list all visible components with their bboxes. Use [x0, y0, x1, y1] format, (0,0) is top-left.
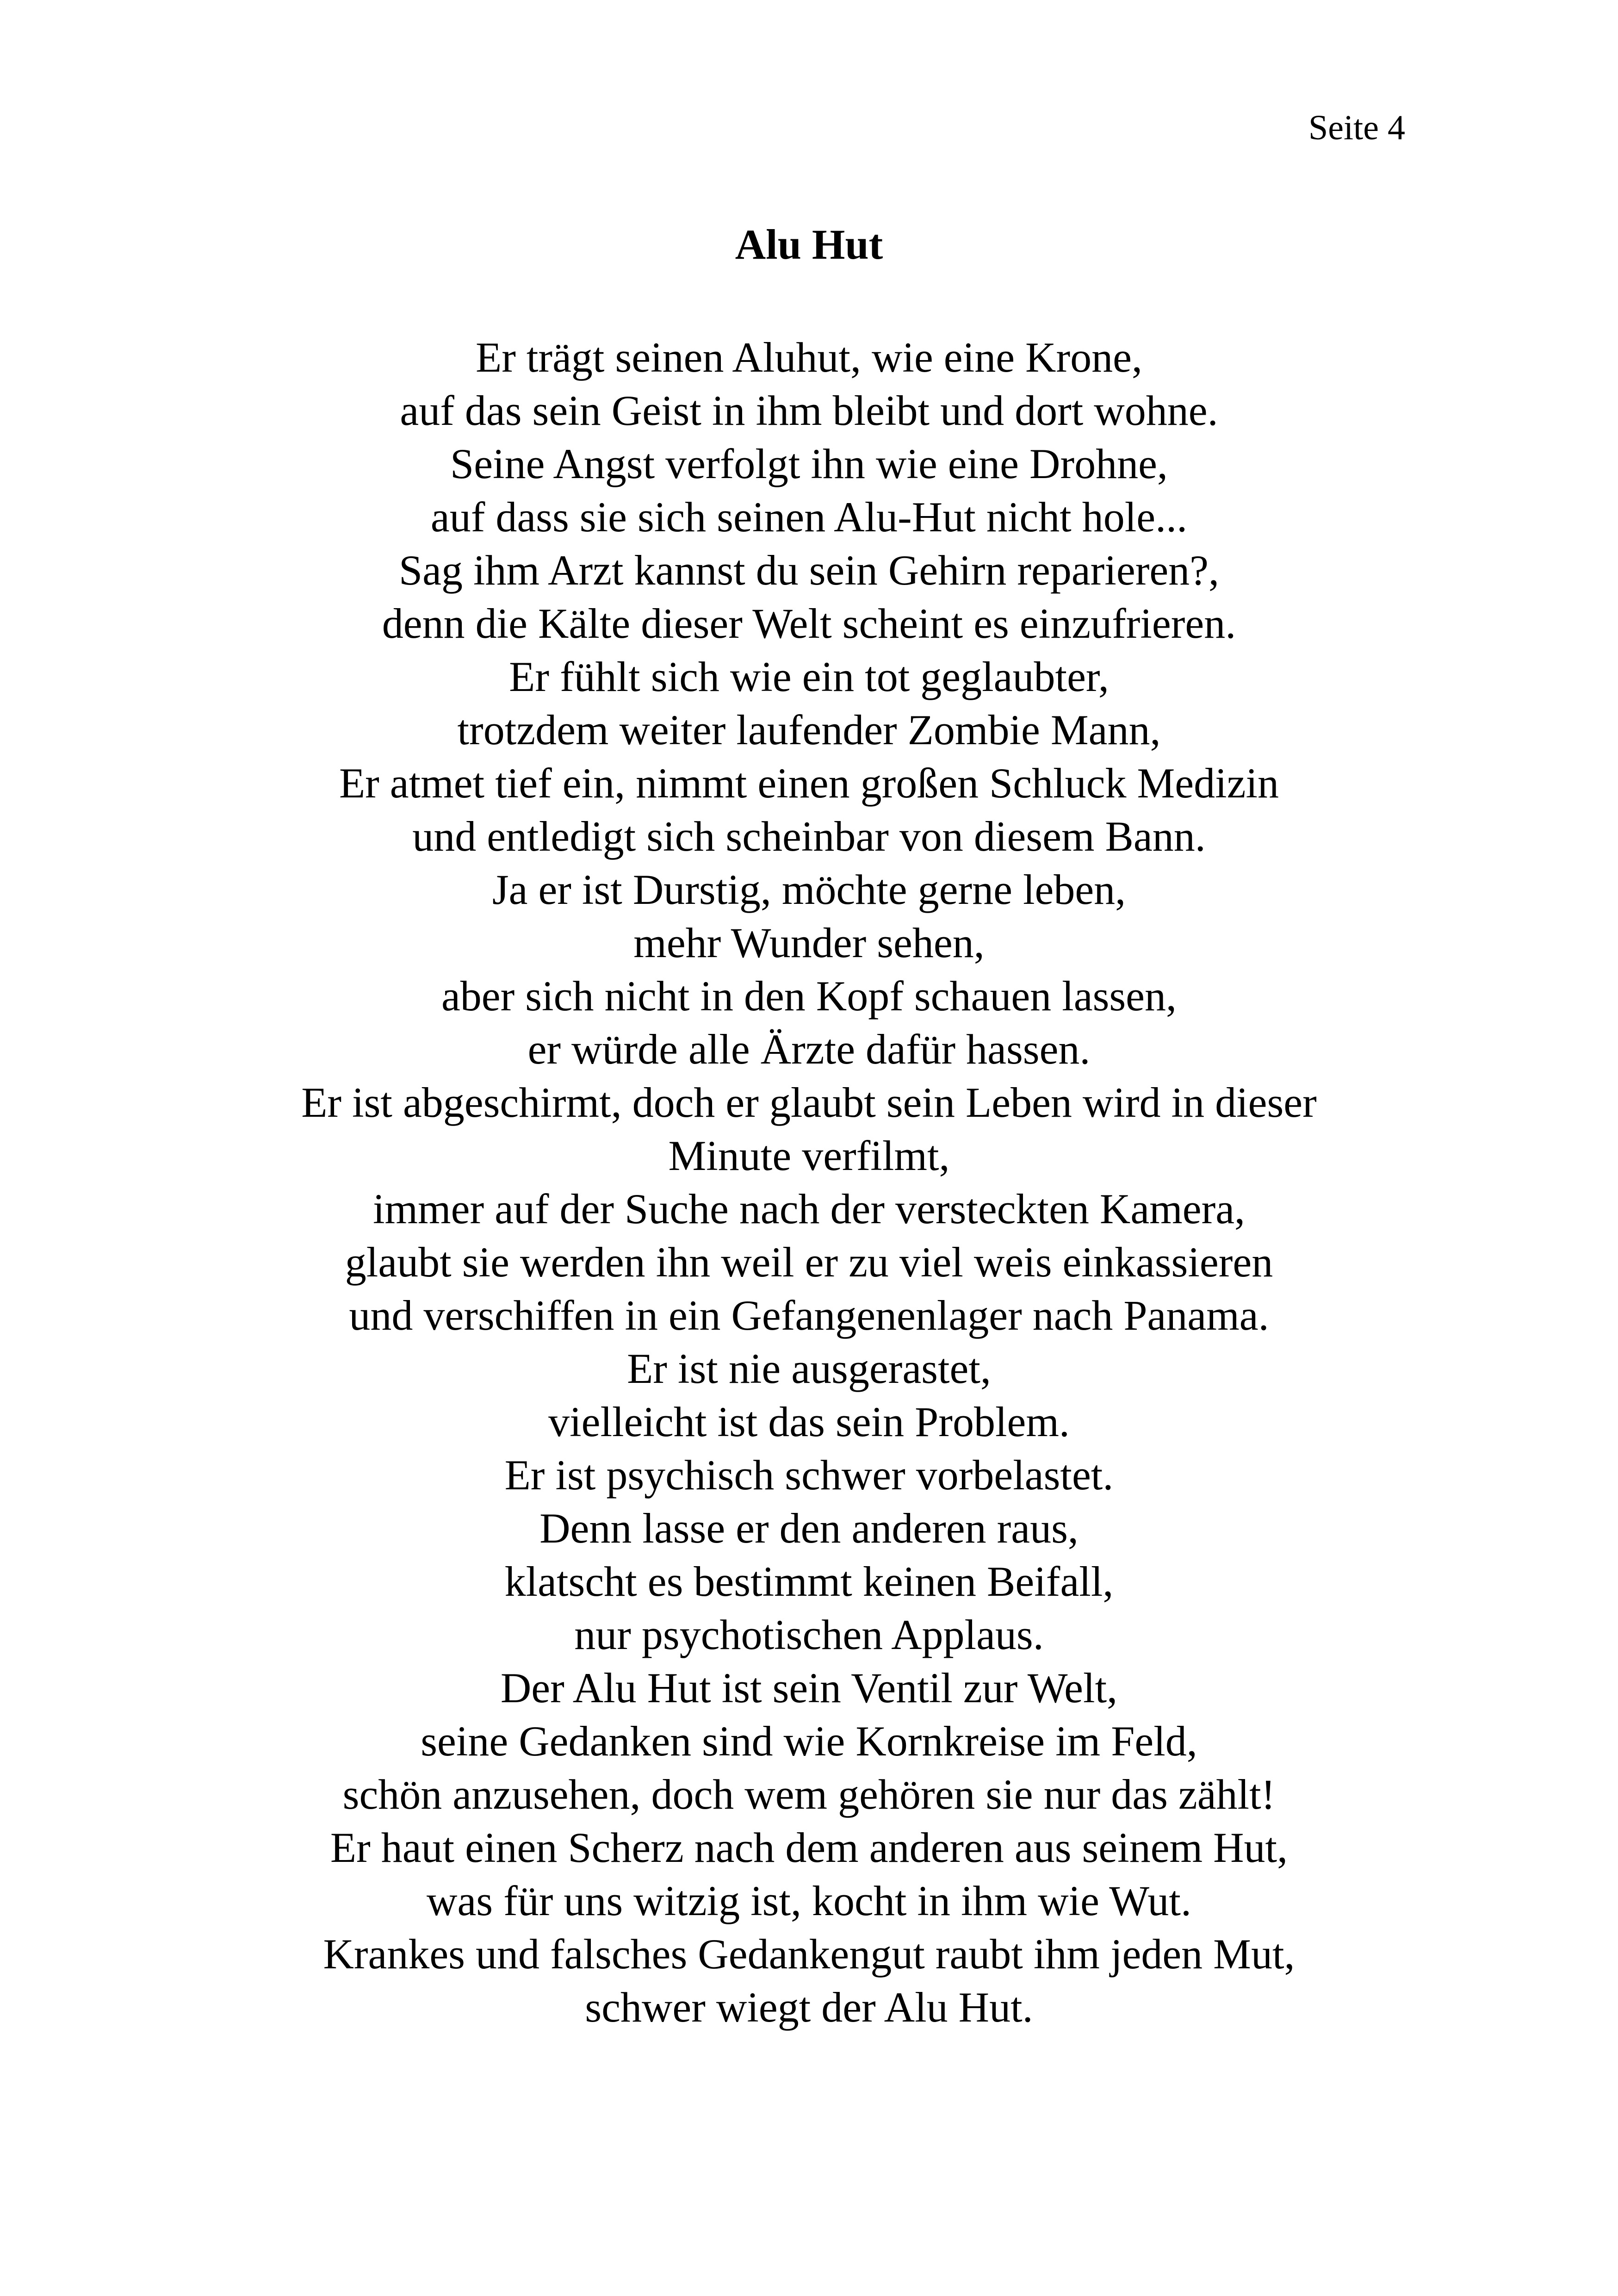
poem-line: Seine Angst verfolgt ihn wie eine Drohne,: [450, 440, 1168, 487]
poem-line: Er atmet tief ein, nimmt einen großen Schluck Medizin: [339, 759, 1279, 807]
poem-line: vielleicht ist das sein Problem.: [548, 1398, 1070, 1445]
poem-line: was für uns witzig ist, kocht in ihm wie Wut.: [427, 1877, 1191, 1924]
poem-line: er würde alle Ärzte dafür hassen.: [527, 1026, 1091, 1073]
poem-line: Er haut einen Scherz nach dem anderen aus seinem Hut,: [330, 1824, 1288, 1871]
poem-line: immer auf der Suche nach der versteckten Kamera,: [372, 1185, 1246, 1232]
poem-line: denn die Kälte dieser Welt scheint es einzufrieren.: [382, 600, 1236, 647]
poem-line: klatscht es bestimmt keinen Beifall,: [504, 1558, 1114, 1605]
page-number: Seite 4: [1308, 108, 1405, 147]
poem-line: Er ist nie ausgerastet,: [627, 1345, 991, 1392]
poem-line: auf dass sie sich seinen Alu-Hut nicht hole...: [430, 493, 1188, 541]
poem-line: Krankes und falsches Gedankengut raubt ihm jeden Mut,: [323, 1930, 1295, 1978]
poem-line: und verschiffen in ein Gefangenenlager nach Panama.: [349, 1292, 1269, 1339]
poem-line: Sag ihm Arzt kannst du sein Gehirn reparieren?,: [398, 547, 1220, 594]
poem-line: Er ist abgeschirmt, doch er glaubt sein Leben wird in dieser: [301, 1079, 1317, 1126]
poem-line: Der Alu Hut ist sein Ventil zur Welt,: [500, 1664, 1118, 1711]
poem-line: trotzdem weiter laufender Zombie Mann,: [457, 706, 1161, 753]
poem-line: schön anzusehen, doch wem gehören sie nur das zählt!: [342, 1771, 1276, 1818]
poem-line: glaubt sie werden ihn weil er zu viel weis einkassieren: [345, 1238, 1273, 1286]
poem-line: auf das sein Geist in ihm bleibt und dort wohne.: [400, 387, 1218, 434]
poem-line: Minute verfilmt,: [668, 1132, 950, 1179]
poem-line: nur psychotischen Applaus.: [574, 1611, 1044, 1658]
poem-line: seine Gedanken sind wie Kornkreise im Feld,: [421, 1717, 1197, 1765]
poem-line: und entledigt sich scheinbar von diesem Bann.: [412, 813, 1206, 860]
poem-line: schwer wiegt der Alu Hut.: [585, 1984, 1033, 2031]
poem-line: Er trägt seinen Aluhut, wie eine Krone,: [476, 334, 1142, 381]
poem-line: aber sich nicht in den Kopf schauen lassen,: [441, 972, 1177, 1020]
poem-line: Ja er ist Durstig, möchte gerne leben,: [492, 866, 1126, 913]
poem-body: [0, 331, 1618, 2034]
poem-line: Er ist psychisch schwer vorbelastet.: [504, 1451, 1114, 1499]
poem-title: Alu Hut: [735, 221, 883, 268]
poem-line: Er fühlt sich wie ein tot geglaubter,: [509, 653, 1109, 700]
poem-line: mehr Wunder sehen,: [633, 919, 985, 966]
poem-line: Denn lasse er den anderen raus,: [539, 1505, 1079, 1552]
